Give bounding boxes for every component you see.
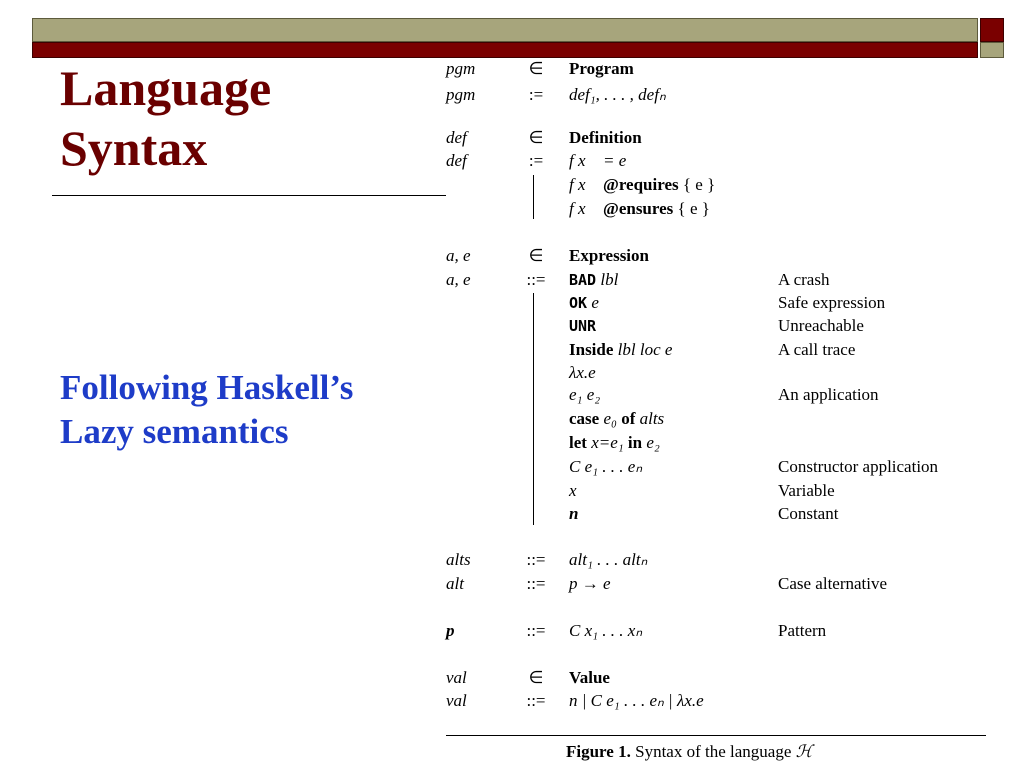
- description: Unreachable: [778, 316, 864, 335]
- operator: ::=: [526, 691, 546, 710]
- slide-subtitle: [60, 366, 353, 454]
- figure-caption: [566, 742, 812, 762]
- category: Expression: [569, 246, 649, 265]
- rhs: OK e: [569, 293, 599, 312]
- alternative-bar: [533, 175, 534, 219]
- operator: ::=: [526, 574, 546, 593]
- rhs: x: [569, 481, 577, 500]
- rhs: C x₁ . . . xₙ: [569, 621, 643, 640]
- lhs: pgm: [446, 59, 476, 78]
- slide-subtitle-line-1: Following Haskell’s: [60, 368, 354, 407]
- description: An application: [778, 385, 879, 404]
- rhs: UNR: [569, 317, 597, 335]
- lhs: def: [446, 151, 467, 170]
- lhs: val: [446, 668, 467, 687]
- operator: ∈: [528, 246, 544, 265]
- description: Variable: [778, 481, 835, 500]
- lhs: alts: [446, 550, 471, 569]
- slide-title-line-2: Syntax: [60, 120, 208, 176]
- operator: :=: [528, 85, 544, 104]
- slide-subtitle-line-2: Lazy semantics: [60, 412, 289, 451]
- description: Constructor application: [778, 457, 939, 476]
- rhs: n | C e₁ . . . eₙ | λx.e: [569, 691, 704, 710]
- rhs: n: [569, 504, 579, 523]
- rhs: alt₁ . . . altₙ: [569, 550, 648, 569]
- description: Case alternative: [778, 574, 888, 593]
- category: Definition: [569, 128, 642, 147]
- category: Value: [569, 668, 610, 687]
- operator: :=: [528, 151, 544, 170]
- syntax-figure: [446, 0, 1024, 768]
- rhs: Inside lbl loc e: [569, 340, 673, 359]
- lhs: pgm: [446, 85, 476, 104]
- rhs: BAD lbl: [569, 270, 619, 289]
- lhs: alt: [446, 574, 464, 593]
- lhs: val: [446, 691, 467, 710]
- operator: ∈: [528, 59, 544, 78]
- rhs: f x⃗ = e: [569, 151, 627, 170]
- alternative-bar: [533, 293, 534, 525]
- rhs: f x⃗ @requires { e }: [569, 175, 716, 194]
- rhs: λx.e: [569, 363, 596, 382]
- rhs: case e₀ of alts: [569, 409, 665, 428]
- operator: ∈: [528, 128, 544, 147]
- rhs: let x=e₁ in e₂: [569, 433, 660, 452]
- category: Program: [569, 59, 634, 78]
- operator: ::=: [526, 550, 546, 569]
- lhs: a, e: [446, 246, 471, 265]
- operator: ::=: [526, 621, 546, 640]
- description: Constant: [778, 504, 839, 523]
- title-underline: [52, 195, 446, 196]
- rhs: C e₁ . . . eₙ: [569, 457, 643, 476]
- description: A crash: [778, 270, 830, 289]
- operator: ∈: [528, 668, 544, 687]
- lhs: p: [446, 621, 455, 640]
- figure-rule: [446, 735, 986, 736]
- lhs: def: [446, 128, 467, 147]
- lhs: a, e: [446, 270, 471, 289]
- description: A call trace: [778, 340, 856, 359]
- rhs: e₁ e₂: [569, 385, 601, 404]
- description: Pattern: [778, 621, 827, 640]
- rhs: f x⃗ @ensures { e }: [569, 199, 710, 218]
- rhs: def₁, . . . , defₙ: [569, 85, 666, 104]
- slide-title-line-1: Language: [60, 60, 272, 116]
- caption-label: Figure 1.: [566, 742, 631, 761]
- caption-symbol: ℋ: [795, 742, 813, 761]
- operator: ::=: [526, 270, 546, 289]
- caption-text: Syntax of the language: [635, 742, 792, 761]
- rhs: p → e: [569, 574, 611, 593]
- slide-title: [60, 58, 271, 178]
- description: Safe expression: [778, 293, 886, 312]
